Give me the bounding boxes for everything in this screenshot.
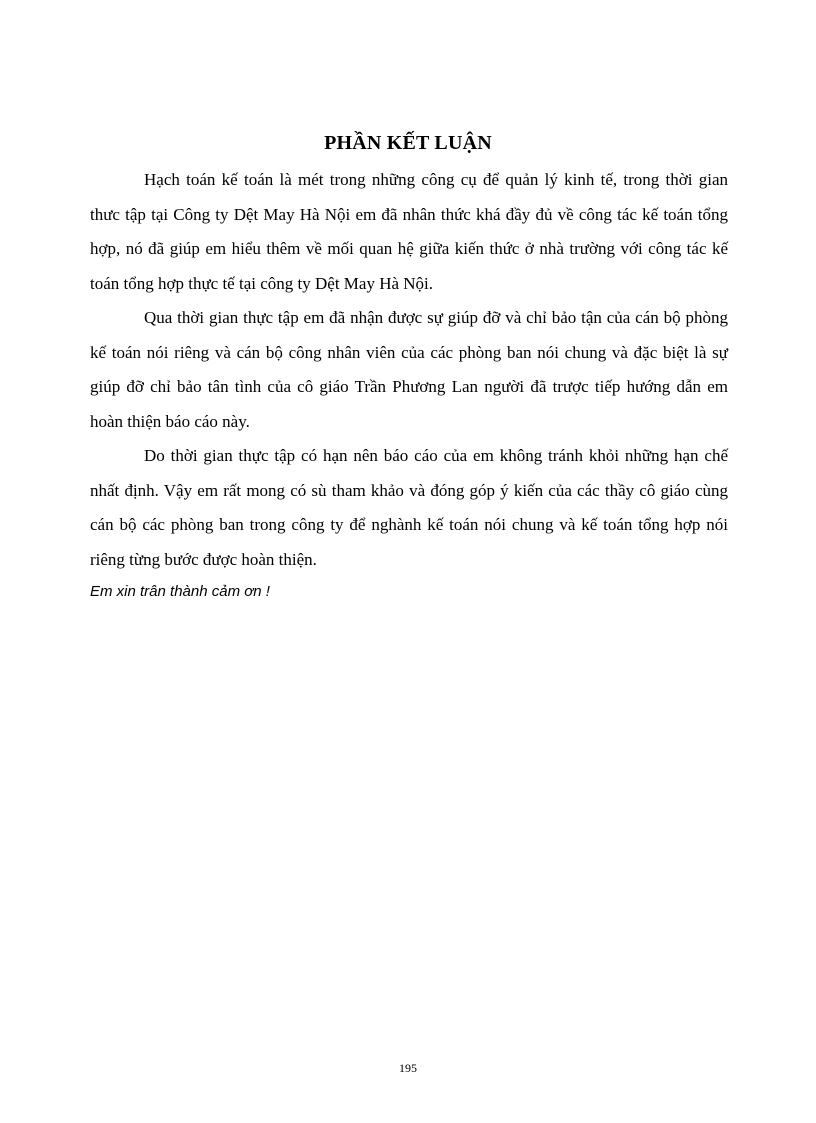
page-number: 195 bbox=[399, 1061, 417, 1075]
closing-line: Em xin trân thành cảm ơn ! bbox=[90, 583, 270, 600]
paragraph: Hạch toán kế toán là mét trong những công cụ để quản lý kinh tế, trong thời gian thưc tập tại Công ty Dệt May Hà Nội em đã nhân thức khá đầy đủ về công tác kế toán tổng hợp, nó đã giúp em hiểu thêm về mối quan hệ giữa kiến thức ở nhà trường với công tác kế toán tổng hợp thực tế tại công ty Dệt May Hà Nội. bbox=[90, 170, 728, 293]
page-title: PHẦN KẾT LUẬN bbox=[324, 132, 492, 154]
paragraph: Do thời gian thực tập có hạn nên báo cáo của em không tránh khỏi những hạn chế nhất định. Vậy em rất mong có sù tham khảo và đóng góp ý kiến của các thầy cô giáo cùng cán bộ các phòng ban trong công ty để nghành kế toán nói chung và kế toán tổng hợp nói riêng từng bước được hoàn thiện. bbox=[90, 446, 728, 569]
body-text bbox=[90, 163, 728, 607]
paragraph: Qua thời gian thực tập em đã nhận được sự giúp đỡ và chỉ bảo tận của cán bộ phòng kế toán nói riêng và cán bộ công nhân viên của các phòng ban nói chung và đặc biệt là sự giúp đỡ chỉ bảo tân tình của cô giáo Trần Phương Lan người đã trược tiếp hướng dẫn em hoàn thiện báo cáo này. bbox=[90, 308, 728, 431]
